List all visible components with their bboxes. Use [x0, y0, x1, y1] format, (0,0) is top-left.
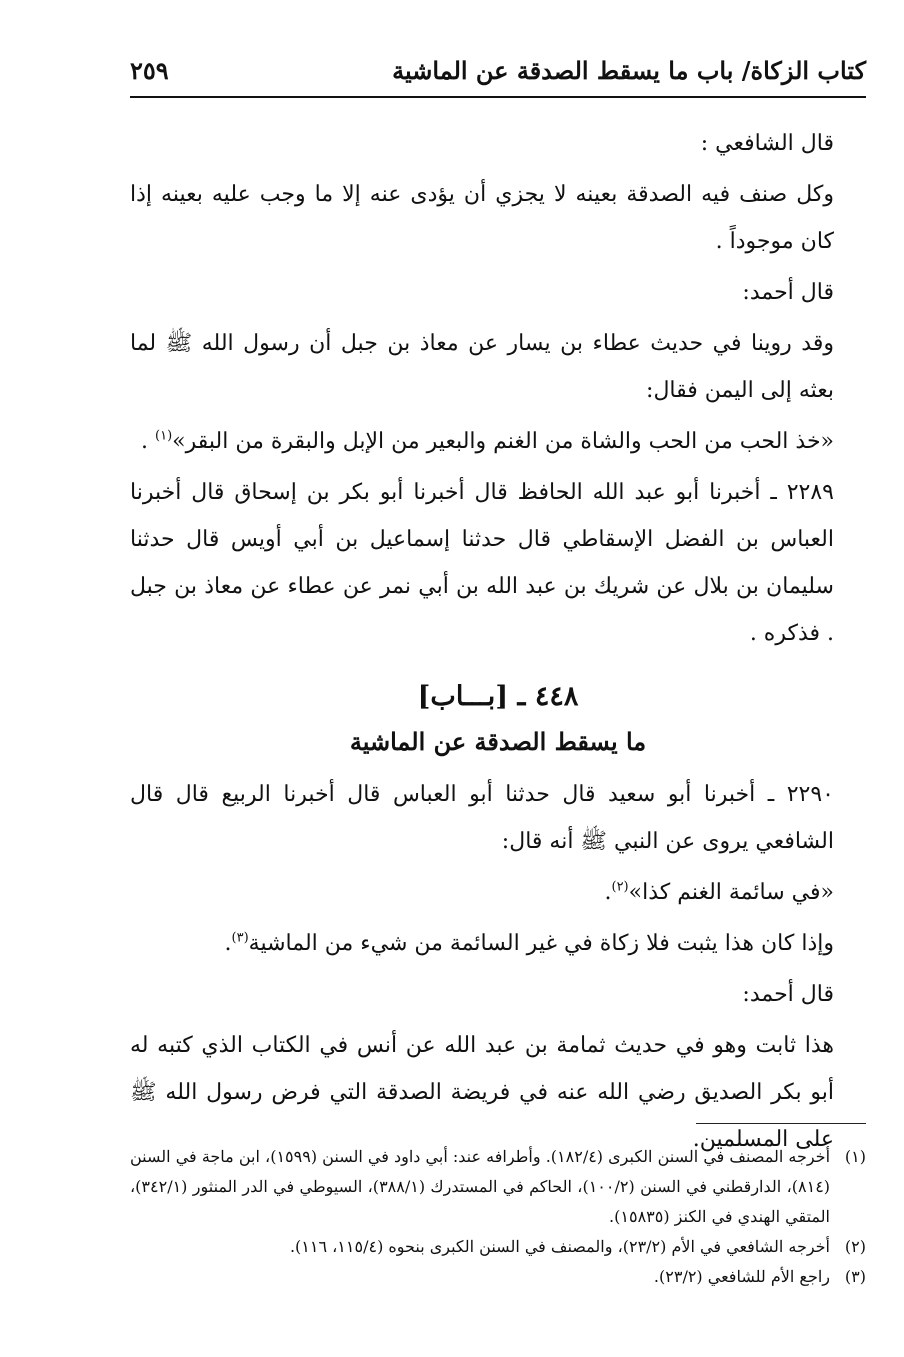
footnote-number: (٣): [844, 1267, 866, 1286]
paragraph: [130, 920, 866, 967]
footnote: [130, 1232, 866, 1262]
footnote: [130, 1142, 866, 1232]
paragraph: هذا ثابت وهو في حديث ثمامة بن عبد الله عن أنس في الكتاب الذي كتبه له أبو بكر الصديق رضي الله عنه في فريضة الصدقة التي فرض رسول الله ﷺ على المسلمين.: [130, 1033, 834, 1152]
footnote-ref: (٣): [231, 930, 249, 946]
footnote-ref: (٢): [611, 879, 629, 895]
hadith-text: «في سائمة الغنم كذا»: [628, 880, 834, 905]
footnote-text: أخرجه المصنف في السنن الكبرى (١٨٢/٤). وأطرافه عند: أبي داود في السنن (١٥٩٩)، ابن ماجة في السنن (٨١٤)، الدارقطني في السنن (١٠٠/٢)، الحاكم في المستدرك (٣٨٨/١)، السيوطي في الدر المنثور (٣٤٢/١)، المتقي الهندي في الكنز (١٥٨٣٥).: [130, 1147, 831, 1226]
paragraph: [130, 869, 866, 916]
paragraph: قال أحمد:: [742, 280, 834, 305]
header-title: كتاب الزكاة/ باب ما يسقط الصدقة عن الماشية: [392, 56, 866, 85]
paragraph: قال أحمد:: [742, 982, 834, 1007]
main-text: [130, 120, 866, 1163]
hadith-text: «خذ الحب من الحب والشاة من الغنم والبعير من الإبل والبقرة من البقر»: [172, 429, 834, 454]
footnotes: [130, 1142, 866, 1292]
footnote: [130, 1262, 866, 1292]
paragraph: ٢٢٨٩ ـ أخبرنا أبو عبد الله الحافظ قال أخبرنا أبو بكر بن إسحاق قال أخبرنا العباس بن الفضل الإسقاطي قال حدثنا إسماعيل بن أبي أويس قال حدثنا سليمان بن بلال عن شريك بن عبد الله بن أبي نمر عن عطاء عن معاذ بن جبل . فذكره .: [130, 480, 834, 646]
chapter-heading: [130, 671, 866, 761]
paragraph-text: وإذا كان هذا يثبت فلا زكاة في غير السائمة من شيء من الماشية: [248, 931, 834, 956]
chapter-title: ما يسقط الصدقة عن الماشية: [349, 727, 647, 756]
paragraph: وكل صنف فيه الصدقة بعينه لا يجزي أن يؤدى عنه إلا ما وجب عليه بعينه إذا كان موجوداً .: [130, 182, 834, 254]
punctuation: .: [141, 429, 155, 454]
page-number: ٢٥٩: [130, 56, 169, 85]
paragraph: ٢٢٩٠ ـ أخبرنا أبو سعيد قال حدثنا أبو العباس قال أخبرنا الربيع قال قال الشافعي يروى عن النبي ﷺ أنه قال:: [130, 782, 834, 854]
running-header: [130, 50, 866, 98]
footnote-separator: [696, 1123, 866, 1124]
paragraph: وقد روينا في حديث عطاء بن يسار عن معاذ بن جبل أن رسول الله ﷺ لما بعثه إلى اليمن فقال:: [130, 331, 834, 403]
punctuation: .: [224, 931, 232, 956]
footnote-text: أخرجه الشافعي في الأم (٢٣/٢)، والمصنف في السنن الكبرى بنحوه (١١٥/٤، ١١٦).: [289, 1237, 830, 1256]
footnote-number: (٢): [844, 1237, 866, 1256]
paragraph: قال الشافعي :: [700, 131, 834, 156]
chapter-number: ٤٤٨ ـ [بـــاب]: [417, 681, 579, 712]
footnote-number: (١): [844, 1147, 866, 1166]
punctuation: .: [604, 880, 612, 905]
footnote-ref: (١): [155, 428, 173, 444]
footnote-text: راجع الأم للشافعي (٢٣/٢).: [653, 1267, 830, 1286]
paragraph: [130, 418, 866, 465]
